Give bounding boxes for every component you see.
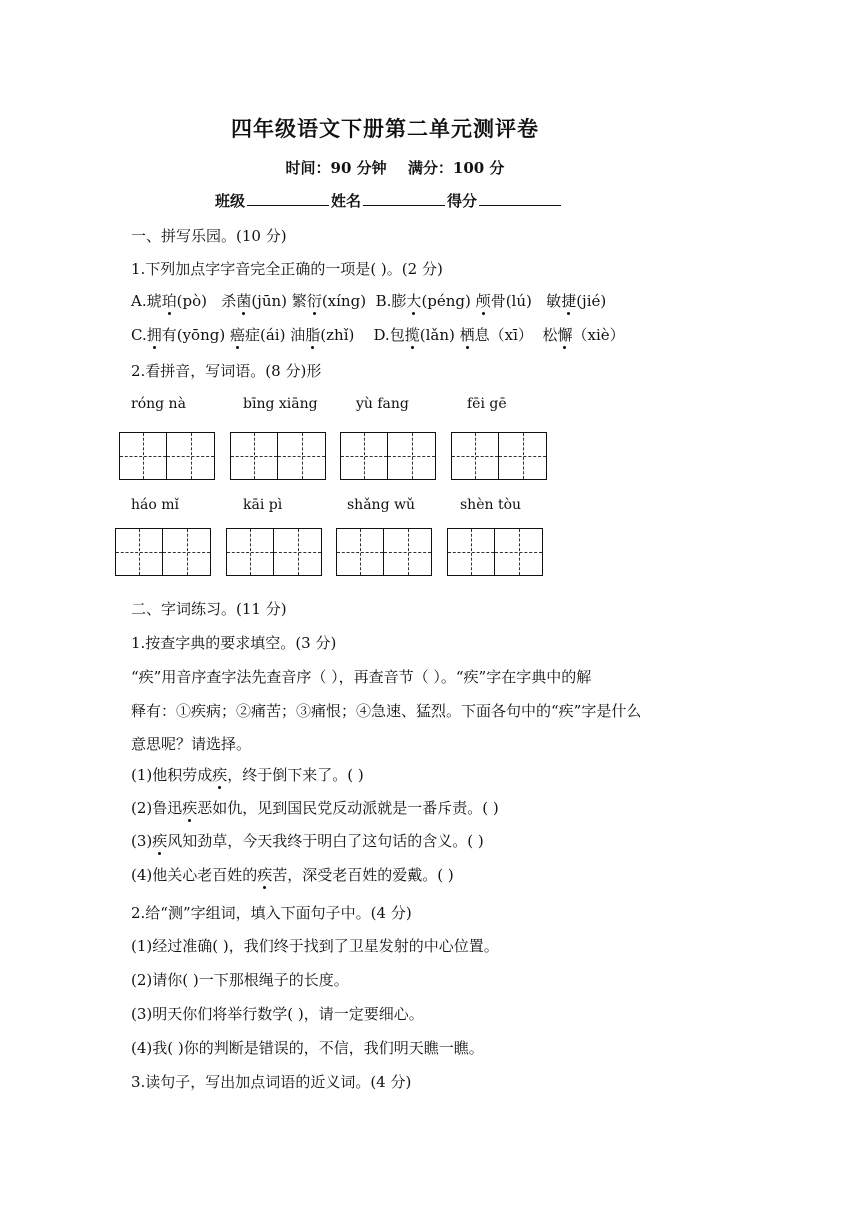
s2-q2-sentence-1: (1)经过准确( )，我们终于找到了卫星发射的中心位置。 — [131, 937, 499, 955]
student-fields — [215, 190, 563, 211]
writing-box-7[interactable] — [336, 528, 432, 576]
name-blank[interactable] — [363, 191, 445, 206]
section-1-heading: 一、拼写乐园。(10 分) — [131, 227, 287, 245]
s2-q2-stem: 2.给“测”字组词，填入下面句子中。(4 分) — [131, 904, 412, 922]
name-label: 姓名 — [331, 192, 362, 210]
pinyin-6: kāi pì — [243, 497, 283, 513]
s2-q1-para-2: 释有：①疾病；②痛苦；③痛恨；④急速、猛烈。下面各句中的“疾”字是什么 — [131, 702, 642, 720]
writing-box-6[interactable] — [226, 528, 322, 576]
option-d-label: D. — [373, 326, 390, 344]
writing-box-8[interactable] — [447, 528, 543, 576]
s2-q1-sentence-3: (3)疾风知劲草，今天我终于明白了这句话的含义。( ) — [131, 832, 484, 850]
s2-q1-para-1: “疾”用音序查字法先查音序（ ），再查音节（ ）。“疾”字在字典中的解 — [131, 668, 592, 686]
section-2-heading: 二、字词练习。(11 分) — [131, 600, 287, 618]
writing-box-1[interactable] — [119, 432, 215, 480]
page-title: 四年级语文下册第二单元测评卷 — [231, 116, 539, 141]
pinyin-5: háo mǐ — [131, 497, 179, 513]
exam-meta — [0, 157, 790, 178]
option-row-ab: A.琥珀(pò) 杀菌(jūn) 繁衍(xíng) B.膨大(péng) 颅骨(lú) 敏捷(jié) — [131, 292, 607, 310]
s2-q2-sentence-2: (2)请你( )一下那根绳子的长度。 — [131, 971, 349, 989]
writing-box-5[interactable] — [115, 528, 211, 576]
s2-q1-sentence-2: (2)鲁迅疾恶如仇，见到国民党反动派就是一番斥责。( ) — [131, 799, 499, 817]
class-label: 班级 — [215, 192, 246, 210]
writing-box-2[interactable] — [230, 432, 326, 480]
q1-stem: 1.下列加点字字音完全正确的一项是( )。(2 分) — [131, 260, 443, 278]
class-blank[interactable] — [247, 191, 329, 206]
pinyin-4: fēi gē — [467, 396, 507, 412]
s2-q1-sentence-4: (4)他关心老百姓的疾苦，深受老百姓的爱戴。( ) — [131, 866, 454, 884]
writing-box-3[interactable] — [340, 432, 436, 480]
s2-q3-stem: 3.读句子，写出加点词语的近义词。(4 分) — [131, 1073, 412, 1091]
s2-q1-para-3: 意思呢？请选择。 — [131, 735, 252, 753]
s2-q2-sentence-4: (4)我( )你的判断是错误的，不信，我们明天瞧一瞧。 — [131, 1039, 484, 1057]
option-b-label: B. — [375, 292, 392, 310]
option-c-label: C. — [131, 326, 147, 344]
pinyin-8: shèn tòu — [460, 497, 522, 513]
exam-full-score: 满分：100 分 — [407, 159, 505, 177]
pinyin-7: shǎng wǔ — [347, 497, 415, 513]
score-label: 得分 — [447, 192, 478, 210]
s2-q2-sentence-3: (3)明天你们将举行数学( )，请一定要细心。 — [131, 1005, 424, 1023]
q2-stem: 2.看拼音，写词语。(8 分)形 — [131, 362, 322, 380]
pinyin-3: yù fang — [356, 396, 409, 412]
option-row-cd: C.拥有(yōng) 癌症(ái) 油脂(zhǐ) D.包揽(lǎn) 栖息（xī） 松懈（xiè） — [131, 326, 625, 344]
exam-time: 时间：90 分钟 — [285, 159, 387, 177]
option-a-label: A. — [131, 292, 147, 310]
score-blank[interactable] — [479, 191, 561, 206]
writing-box-4[interactable] — [451, 432, 547, 480]
pinyin-2: bīng xiāng — [243, 396, 318, 412]
pinyin-1: róng nà — [131, 396, 186, 412]
s2-q1-stem: 1.按查字典的要求填空。(3 分) — [131, 634, 337, 652]
s2-q1-sentence-1: (1)他积劳成疾，终于倒下来了。( ) — [131, 766, 364, 784]
